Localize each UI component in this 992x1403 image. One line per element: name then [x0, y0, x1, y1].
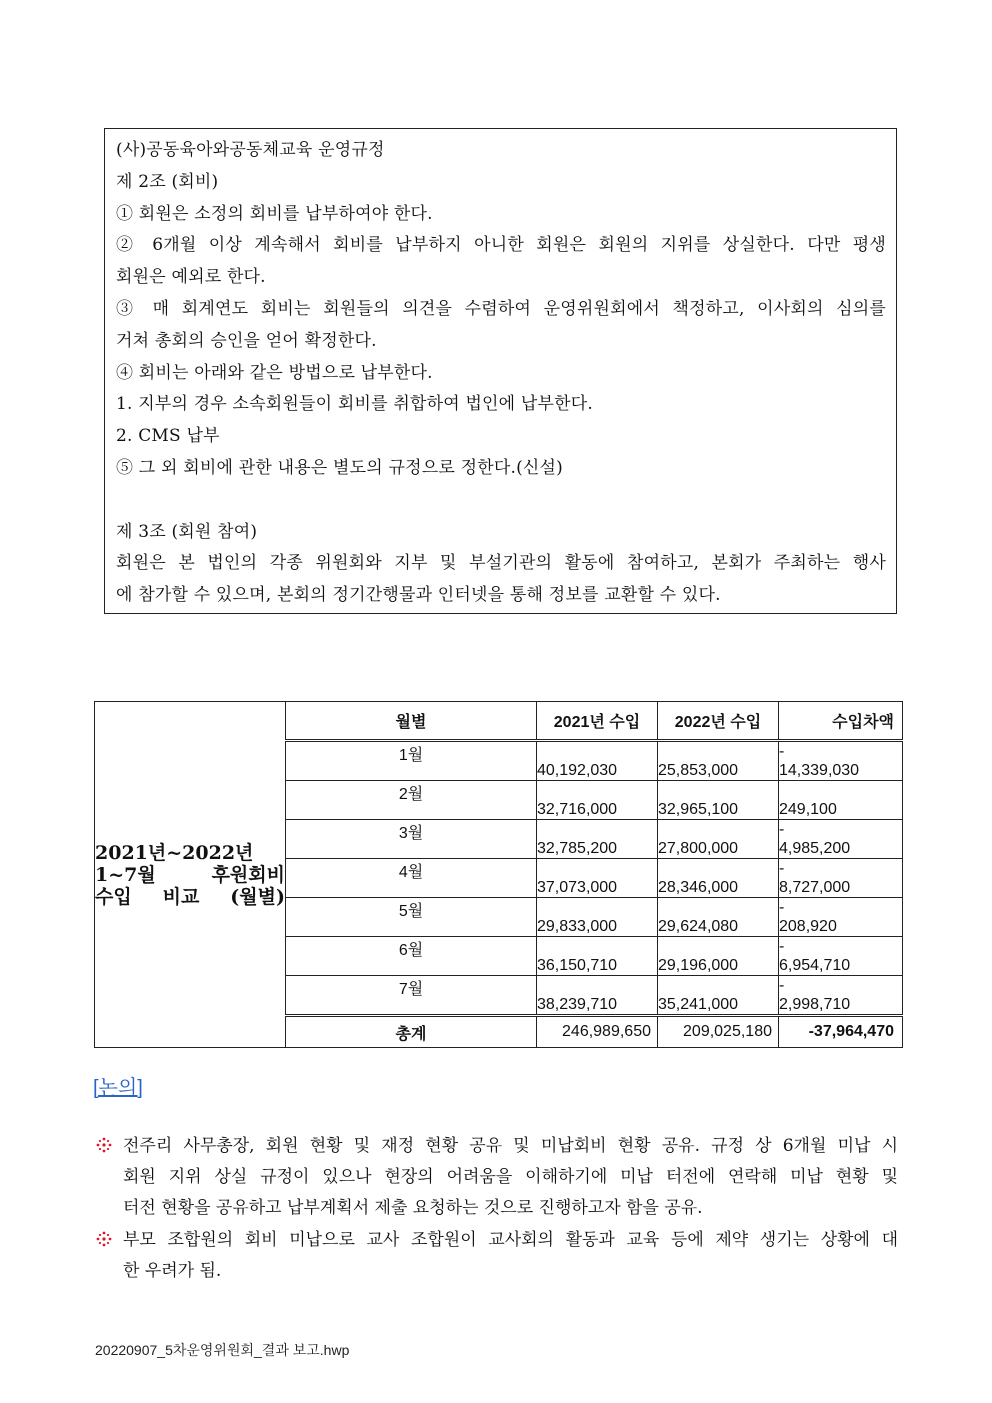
list-item: 부모 조합원의 회비 미납으로 교사 조합원이 교사회의 활동과 교육 등에 제약 생기는 상황에 대 한 우려가 됨.: [95, 1225, 898, 1287]
rule-line: ④ 회비는 아래와 같은 방법으로 납부한다.: [116, 362, 433, 383]
discussion-list: [95, 1131, 898, 1288]
header-month: 월별: [286, 702, 537, 741]
table-title: 2021년~2022년 1~7월 후원회비 수입 비교 (월별): [95, 702, 286, 1048]
rule-line: 2. CMS 납부: [116, 426, 220, 447]
bullet-icon: [95, 1230, 113, 1248]
rules-title: (사)공동육아와공동체교육 운영규정: [116, 140, 385, 160]
rule-line: 1. 지부의 경우 소속회원들이 회비를 취합하여 법인에 납부한다.: [116, 394, 593, 415]
rule-line: ③ 매 회계연도 회비는 회원들의 의견을 수렴하여 운영위원회에서 책정하고, 이사회의 심의를: [116, 298, 886, 319]
table-row: 4월 37,073,000 28,346,000 - 8,727,000: [95, 859, 903, 898]
bullet-icon: [95, 1136, 113, 1154]
rules-box: [104, 128, 897, 614]
discussion-heading: [논의]: [93, 1077, 143, 1099]
rule-line: 회원은 본 법인의 각종 위원회와 지부 및 부설기관의 활동에 참여하고, 본회가 주최하는 행사: [116, 553, 886, 574]
header-2022: 2022년 수입: [658, 702, 779, 741]
table-row: 7월 38,239,710 35,241,000 - 2,998,710: [95, 976, 903, 1016]
rule-line: ② 6개월 이상 계속해서 회비를 납부하지 아니한 회원은 회원의 지위를 상실한다. 다만 평생: [116, 235, 886, 256]
table-row: 5월 29,833,000 29,624,080 - 208,920: [95, 898, 903, 937]
rule-line: 회원은 예외로 한다.: [116, 267, 266, 288]
rule-line: ① 회원은 소정의 회비를 납부하여야 한다.: [116, 203, 433, 224]
table-row: 1월 40,192,030 25,853,000 - 14,339,030: [95, 741, 903, 781]
table-row: 3월 32,785,200 27,800,000 - 4,985,200: [95, 820, 903, 859]
rule-line: 에 참가할 수 있으며, 본회의 정기간행물과 인터넷을 통해 정보를 교환할 수 있다.: [116, 585, 721, 606]
article-2-heading: 제 2조 (회비): [116, 171, 219, 192]
blank-line: [116, 485, 886, 517]
footer-filename: 20220907_5차운영위원회_결과 보고.hwp: [95, 1342, 350, 1358]
header-diff: 수입차액: [779, 702, 903, 741]
rule-line: 거쳐 총회의 승인을 얻어 확정한다.: [116, 330, 377, 351]
rule-line: ⑤ 그 외 회비에 관한 내용은 별도의 규정으로 정한다.(신설): [116, 457, 563, 478]
table-row: 2월 32,716,000 32,965,100 249,100: [95, 781, 903, 820]
total-row: 총계 246,989,650 209,025,180 -37,964,470: [95, 1016, 903, 1048]
article-3-heading: 제 3조 (회원 참여): [116, 521, 258, 542]
revenue-comparison-table: [94, 701, 903, 1048]
table-row: 6월 36,150,710 29,196,000 - 6,954,710: [95, 937, 903, 976]
list-item: 전주리 사무총장, 회원 현황 및 재정 현황 공유 및 미납회비 현황 공유. 규정 상 6개월 미납 시 회원 지위 상실 규정이 있으나 현장의 어려움을 이해하기에 미납 터전에 연락해 미납 현황 및 터전 현황을 공유하고 납부계획서 제출 요청하는 것으로 진행하고자 함을 공유.: [95, 1131, 898, 1224]
header-2021: 2021년 수입: [537, 702, 658, 741]
